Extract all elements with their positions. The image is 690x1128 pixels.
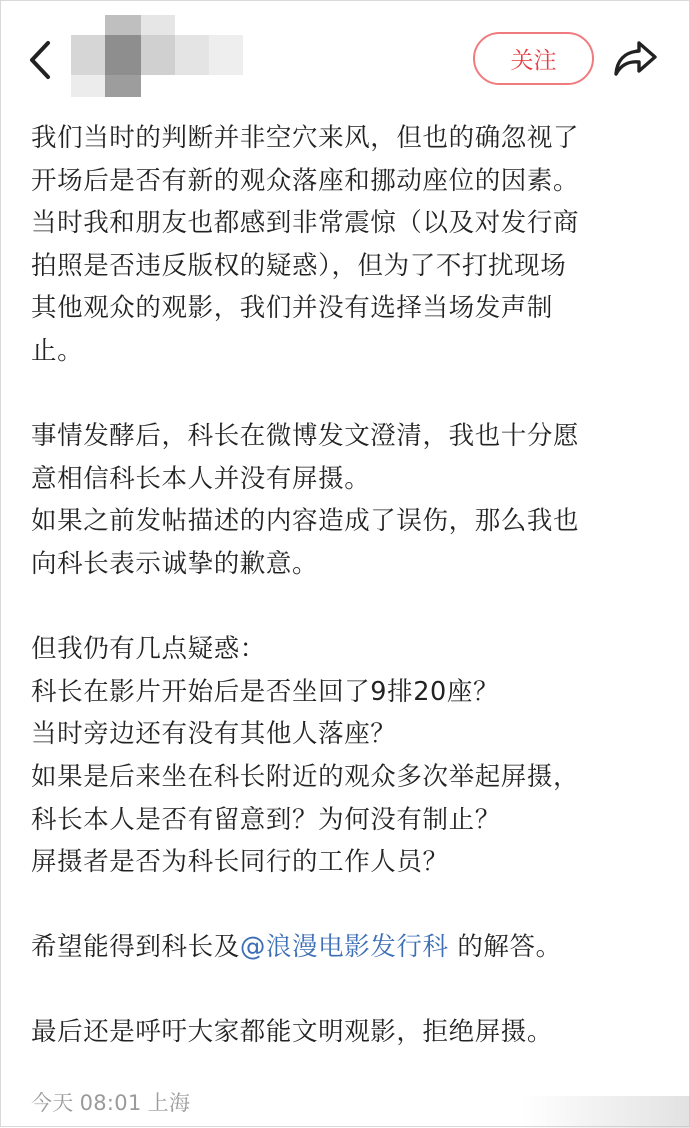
text-line: 开场后是否有新的观众落座和挪动座位的因素。 (31, 165, 580, 196)
text-line: 科长本人是否有留意到？为何没有制止？ (31, 804, 501, 835)
share-arrow-icon (612, 39, 658, 79)
text-line: 我们当时的判断并非空穴来风，但也的确忽视了 (31, 123, 580, 153)
text-line: 但我仍有几点疑惑： (31, 634, 266, 665)
paragraph-clarification (31, 117, 661, 373)
post-location: 上海 (147, 1091, 191, 1115)
text-line: 如果是后来坐在科长附近的观众多次举起屏摄， (31, 761, 580, 792)
text-line: 事情发酵后，科长在微博发文澄清，我也十分愿 (31, 421, 580, 452)
text-line: 向科长表示诚挚的歉意。 (31, 548, 319, 579)
back-button[interactable] (23, 37, 57, 83)
follow-button[interactable] (473, 32, 594, 85)
text-line: 拍照是否违反版权的疑惑），但为了不打扰现场 (31, 250, 567, 281)
hope-text-end: 的解答。 (448, 932, 562, 963)
avatar[interactable] (71, 15, 246, 97)
text-line: 止。 (31, 335, 84, 366)
bottom-fade (521, 1096, 690, 1128)
hope-text: 希望能得到科长及 (31, 932, 240, 963)
mention-link[interactable]: @浪漫电影发行科 (239, 932, 449, 963)
post-time: 08:01 (79, 1091, 142, 1115)
text-line: 如果之前发帖描述的内容造成了误伤，那么我也 (31, 506, 580, 537)
paragraph-apology (31, 415, 661, 585)
paragraph-questions (31, 628, 661, 884)
text-line: 当时旁边还有没有其他人落座？ (31, 719, 397, 750)
share-button[interactable] (612, 39, 658, 79)
paragraph-closing: 最后还是呼吁大家都能文明观影，拒绝屏摄。 (31, 1017, 554, 1048)
follow-button-label: 关注 (510, 48, 557, 74)
text-line: 当时我和朋友也都感到非常震惊（以及对发行商 (31, 208, 580, 239)
text-line: 科长在影片开始后是否坐回了9排20座？ (31, 676, 500, 707)
post-body (31, 117, 661, 1054)
text-line: 意相信科长本人并没有屏摄。 (31, 463, 371, 494)
paragraph-hope (31, 926, 661, 969)
chevron-left-icon (28, 40, 52, 80)
post-day: 今天 (31, 1091, 74, 1115)
post-header (1, 1, 690, 113)
text-line: 屏摄者是否为科长同行的工作人员？ (31, 847, 449, 878)
text-line: 其他观众的观影，我们并没有选择当场发声制 (31, 293, 554, 324)
post-meta (31, 1087, 196, 1117)
